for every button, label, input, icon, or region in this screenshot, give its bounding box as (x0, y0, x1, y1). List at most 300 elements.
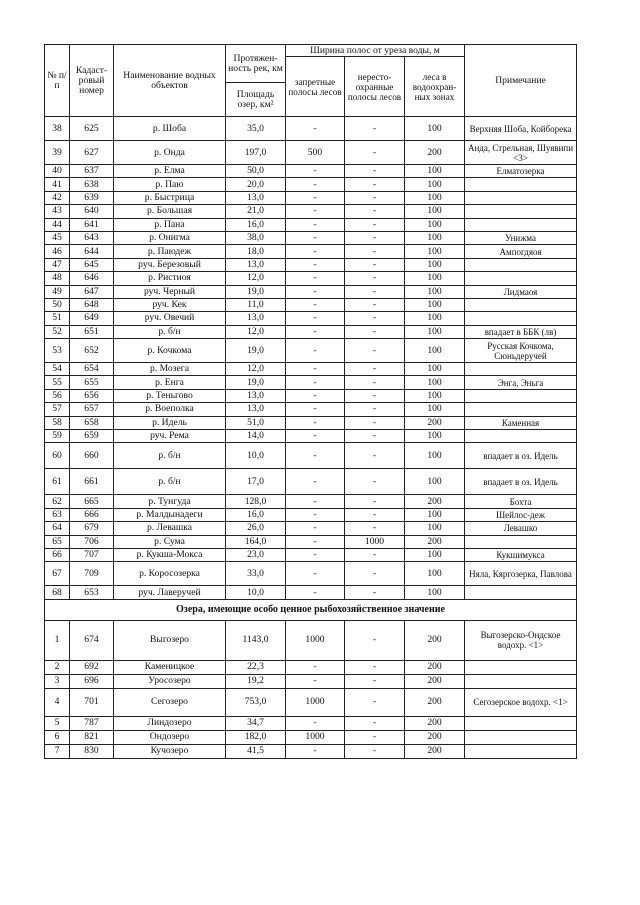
cell-cadastral: 657 (70, 403, 114, 416)
cell-forbidden: - (286, 205, 345, 218)
cell-length: 20,0 (226, 178, 286, 191)
cell-name: Каменицкое (114, 660, 226, 674)
river-row (45, 586, 577, 599)
cell-cadastral: 707 (70, 548, 114, 561)
cell-forbidden: - (286, 660, 345, 674)
cell-number: 44 (45, 218, 70, 231)
cell-water-zone: 100 (405, 117, 465, 141)
cell-water-zone: 200 (405, 620, 465, 660)
cell-length: 10,0 (226, 443, 286, 469)
cell-note (465, 389, 577, 402)
cell-forbidden: - (286, 245, 345, 258)
cell-note (465, 258, 577, 271)
cell-note: Левашко (465, 522, 577, 535)
cell-name: руч. Березовый (114, 258, 226, 271)
cell-number: 49 (45, 285, 70, 298)
cell-length: 164,0 (226, 535, 286, 548)
cell-water-zone: 100 (405, 245, 465, 258)
cell-cadastral: 692 (70, 660, 114, 674)
cell-spawning: - (345, 325, 405, 338)
cell-water-zone: 100 (405, 548, 465, 561)
table-body (45, 117, 577, 759)
cell-spawning: - (345, 620, 405, 660)
cell-number: 41 (45, 178, 70, 191)
cell-note: Кукшимукса (465, 548, 577, 561)
cell-cadastral: 658 (70, 416, 114, 429)
cell-water-zone: 100 (405, 165, 465, 178)
lake-row (45, 660, 577, 674)
col-water-zone-header: леса в водоохран-ных зонах (405, 57, 465, 117)
col-number-header: № п/п (45, 45, 70, 117)
cell-note: впадает в оз. Идель (465, 443, 577, 469)
cell-forbidden: - (286, 416, 345, 429)
cell-forbidden: - (286, 298, 345, 311)
cell-cadastral: 645 (70, 258, 114, 271)
cell-number: 57 (45, 403, 70, 416)
cell-length: 26,0 (226, 522, 286, 535)
cell-length: 38,0 (226, 231, 286, 244)
cell-water-zone: 200 (405, 660, 465, 674)
cell-spawning: - (345, 508, 405, 521)
cell-number: 63 (45, 508, 70, 521)
cell-note: Сегозерское водохр. <1> (465, 688, 577, 716)
cell-number: 50 (45, 298, 70, 311)
cell-water-zone: 100 (405, 258, 465, 271)
river-row (45, 298, 577, 311)
cell-number: 58 (45, 416, 70, 429)
cell-forbidden: - (286, 522, 345, 535)
cell-note: Анда, Стрельная, Шуявипи <3> (465, 141, 577, 165)
cell-name: Кучозеро (114, 744, 226, 758)
cell-name: р. б/н (114, 325, 226, 338)
cell-name: р. Кукша-Мокса (114, 548, 226, 561)
cell-forbidden: - (286, 535, 345, 548)
cell-note: Шейлос-деж (465, 508, 577, 521)
cell-name: р. Малдынадеги (114, 508, 226, 521)
cell-cadastral: 654 (70, 363, 114, 376)
cell-cadastral: 653 (70, 586, 114, 599)
cell-cadastral: 652 (70, 339, 114, 363)
register-table (44, 44, 577, 759)
river-row (45, 165, 577, 178)
cell-spawning: - (345, 363, 405, 376)
cell-forbidden: - (286, 716, 345, 730)
cell-name: р. Кочкома (114, 339, 226, 363)
col-length-header: Протяжен-ность рек, км (226, 45, 286, 83)
lake-row (45, 688, 577, 716)
cell-forbidden: - (286, 258, 345, 271)
cell-name: р. Ристиоя (114, 272, 226, 285)
cell-number: 51 (45, 312, 70, 325)
cell-number: 55 (45, 376, 70, 389)
cell-forbidden: - (286, 218, 345, 231)
col-cadastral-header: Кадаст-ровый номер (70, 45, 114, 117)
cell-water-zone: 100 (405, 205, 465, 218)
cell-cadastral: 679 (70, 522, 114, 535)
cell-cadastral: 701 (70, 688, 114, 716)
cell-water-zone: 100 (405, 312, 465, 325)
cell-spawning: - (345, 730, 405, 744)
cell-spawning: - (345, 443, 405, 469)
section-row (45, 599, 577, 620)
cell-number: 42 (45, 191, 70, 204)
cell-note (465, 535, 577, 548)
cell-name: р. Онигма (114, 231, 226, 244)
cell-cadastral: 637 (70, 165, 114, 178)
lake-row (45, 744, 577, 758)
cell-length: 11,0 (226, 298, 286, 311)
cell-water-zone: 100 (405, 178, 465, 191)
cell-number: 4 (45, 688, 70, 716)
cell-cadastral: 821 (70, 730, 114, 744)
cell-note (465, 272, 577, 285)
cell-cadastral: 649 (70, 312, 114, 325)
cell-water-zone: 200 (405, 141, 465, 165)
cell-name: Линдозеро (114, 716, 226, 730)
cell-number: 45 (45, 231, 70, 244)
cell-forbidden: - (286, 403, 345, 416)
cell-water-zone: 200 (405, 495, 465, 508)
cell-spawning: - (345, 416, 405, 429)
cell-length: 182,0 (226, 730, 286, 744)
cell-name: руч. Овечий (114, 312, 226, 325)
cell-forbidden: - (286, 495, 345, 508)
col-forbidden-header: запретные полосы лесов (286, 57, 345, 117)
cell-cadastral: 638 (70, 178, 114, 191)
river-row (45, 389, 577, 402)
river-row (45, 562, 577, 586)
cell-cadastral: 643 (70, 231, 114, 244)
cell-note (465, 191, 577, 204)
cell-spawning: - (345, 660, 405, 674)
cell-forbidden: - (286, 285, 345, 298)
cell-forbidden: - (286, 376, 345, 389)
river-row (45, 191, 577, 204)
cell-name: р. б/н (114, 443, 226, 469)
cell-note (465, 744, 577, 758)
cell-spawning: - (345, 245, 405, 258)
cell-number: 7 (45, 744, 70, 758)
cell-number: 46 (45, 245, 70, 258)
cell-water-zone: 200 (405, 744, 465, 758)
cell-cadastral: 674 (70, 620, 114, 660)
cell-number: 1 (45, 620, 70, 660)
cell-name: руч. Рема (114, 430, 226, 443)
cell-forbidden: - (286, 191, 345, 204)
cell-water-zone: 100 (405, 562, 465, 586)
cell-note: Бохта (465, 495, 577, 508)
cell-water-zone: 200 (405, 688, 465, 716)
cell-note (465, 660, 577, 674)
cell-forbidden: - (286, 363, 345, 376)
cell-forbidden: - (286, 165, 345, 178)
cell-forbidden: - (286, 117, 345, 141)
cell-forbidden: - (286, 508, 345, 521)
cell-spawning: - (345, 191, 405, 204)
cell-note (465, 403, 577, 416)
cell-number: 68 (45, 586, 70, 599)
cell-spawning: - (345, 231, 405, 244)
cell-name: р. Сума (114, 535, 226, 548)
cell-spawning: - (345, 272, 405, 285)
river-row (45, 312, 577, 325)
cell-length: 13,0 (226, 389, 286, 402)
cell-spawning: - (345, 258, 405, 271)
cell-cadastral: 709 (70, 562, 114, 586)
col-width-group-header: Ширина полос от уреза воды, м (286, 45, 465, 57)
cell-spawning: - (345, 688, 405, 716)
table-header (45, 45, 577, 117)
cell-name: р. Большая (114, 205, 226, 218)
river-row (45, 117, 577, 141)
cell-name: р. Идель (114, 416, 226, 429)
cell-cadastral: 666 (70, 508, 114, 521)
cell-cadastral: 706 (70, 535, 114, 548)
cell-number: 64 (45, 522, 70, 535)
col-note-header: Примечание (465, 45, 577, 117)
cell-number: 52 (45, 325, 70, 338)
cell-forbidden: - (286, 548, 345, 561)
cell-length: 21,0 (226, 205, 286, 218)
cell-forbidden: 500 (286, 141, 345, 165)
cell-number: 60 (45, 443, 70, 469)
cell-note (465, 730, 577, 744)
cell-water-zone: 100 (405, 325, 465, 338)
river-row (45, 548, 577, 561)
cell-cadastral: 627 (70, 141, 114, 165)
river-row (45, 178, 577, 191)
cell-length: 33,0 (226, 562, 286, 586)
cell-water-zone: 100 (405, 469, 465, 495)
cell-note: Унижма (465, 231, 577, 244)
cell-spawning: - (345, 469, 405, 495)
river-row (45, 469, 577, 495)
cell-note (465, 363, 577, 376)
cell-note (465, 674, 577, 688)
cell-spawning: - (345, 376, 405, 389)
cell-water-zone: 100 (405, 218, 465, 231)
cell-length: 13,0 (226, 403, 286, 416)
cell-forbidden: - (286, 744, 345, 758)
cell-water-zone: 200 (405, 674, 465, 688)
river-row (45, 245, 577, 258)
cell-note: Каменная (465, 416, 577, 429)
cell-spawning: - (345, 522, 405, 535)
cell-name: р. Мозега (114, 363, 226, 376)
cell-note: впадает в ББК (лв) (465, 325, 577, 338)
cell-spawning: - (345, 562, 405, 586)
cell-length: 19,0 (226, 376, 286, 389)
cell-forbidden: 1000 (286, 688, 345, 716)
cell-spawning: - (345, 205, 405, 218)
col-area-header: Площадь озер, км² (226, 83, 286, 117)
cell-spawning: - (345, 285, 405, 298)
cell-cadastral: 651 (70, 325, 114, 338)
cell-number: 47 (45, 258, 70, 271)
cell-cadastral: 639 (70, 191, 114, 204)
river-row (45, 205, 577, 218)
cell-spawning: - (345, 178, 405, 191)
cell-note (465, 716, 577, 730)
cell-cadastral: 647 (70, 285, 114, 298)
river-row (45, 363, 577, 376)
cell-name: р. Онда (114, 141, 226, 165)
cell-name: р. Воеполка (114, 403, 226, 416)
cell-length: 12,0 (226, 363, 286, 376)
cell-length: 753,0 (226, 688, 286, 716)
cell-length: 16,0 (226, 508, 286, 521)
cell-cadastral: 661 (70, 469, 114, 495)
river-row (45, 430, 577, 443)
cell-note: Энга, Эньга (465, 376, 577, 389)
cell-length: 13,0 (226, 258, 286, 271)
cell-length: 50,0 (226, 165, 286, 178)
cell-water-zone: 100 (405, 443, 465, 469)
cell-cadastral: 655 (70, 376, 114, 389)
cell-spawning: 1000 (345, 535, 405, 548)
river-row (45, 218, 577, 231)
cell-number: 48 (45, 272, 70, 285)
cell-water-zone: 100 (405, 231, 465, 244)
river-row (45, 272, 577, 285)
cell-cadastral: 625 (70, 117, 114, 141)
river-row (45, 535, 577, 548)
cell-note (465, 312, 577, 325)
cell-cadastral: 646 (70, 272, 114, 285)
cell-forbidden: - (286, 674, 345, 688)
river-row (45, 495, 577, 508)
cell-number: 3 (45, 674, 70, 688)
cell-number: 56 (45, 389, 70, 402)
cell-spawning: - (345, 495, 405, 508)
cell-spawning: - (345, 117, 405, 141)
cell-length: 12,0 (226, 325, 286, 338)
cell-forbidden: - (286, 231, 345, 244)
cell-name: Ондозеро (114, 730, 226, 744)
col-name-header: Наименование водных объектов (114, 45, 226, 117)
cell-spawning: - (345, 548, 405, 561)
cell-name: р. Тунгуда (114, 495, 226, 508)
cell-length: 17,0 (226, 469, 286, 495)
cell-forbidden: - (286, 443, 345, 469)
cell-name: р. Левашка (114, 522, 226, 535)
cell-name: р. б/н (114, 469, 226, 495)
river-row (45, 141, 577, 165)
cell-length: 22,3 (226, 660, 286, 674)
river-row (45, 416, 577, 429)
cell-length: 1143,0 (226, 620, 286, 660)
cell-note: Русская Кочкома, Сюньдеручей (465, 339, 577, 363)
river-row (45, 403, 577, 416)
cell-note (465, 298, 577, 311)
cell-length: 18,0 (226, 245, 286, 258)
cell-water-zone: 100 (405, 272, 465, 285)
cell-note: впадает в оз. Идель (465, 469, 577, 495)
cell-length: 13,0 (226, 191, 286, 204)
river-row (45, 522, 577, 535)
cell-water-zone: 200 (405, 535, 465, 548)
river-row (45, 376, 577, 389)
cell-cadastral: 830 (70, 744, 114, 758)
cell-name: р. Паюдеж (114, 245, 226, 258)
cell-water-zone: 200 (405, 716, 465, 730)
cell-cadastral: 696 (70, 674, 114, 688)
cell-cadastral: 659 (70, 430, 114, 443)
cell-length: 19,0 (226, 339, 286, 363)
cell-number: 54 (45, 363, 70, 376)
cell-name: р. Пана (114, 218, 226, 231)
cell-name: руч. Лаверучей (114, 586, 226, 599)
river-row (45, 285, 577, 298)
lake-row (45, 620, 577, 660)
cell-spawning: - (345, 312, 405, 325)
cell-note (465, 205, 577, 218)
cell-name: р. Коросозерка (114, 562, 226, 586)
cell-water-zone: 100 (405, 430, 465, 443)
cell-spawning: - (345, 141, 405, 165)
cell-water-zone: 200 (405, 730, 465, 744)
cell-number: 66 (45, 548, 70, 561)
cell-cadastral: 656 (70, 389, 114, 402)
cell-spawning: - (345, 716, 405, 730)
cell-number: 65 (45, 535, 70, 548)
cell-water-zone: 100 (405, 586, 465, 599)
cell-note (465, 218, 577, 231)
cell-forbidden: - (286, 325, 345, 338)
cell-length: 10,0 (226, 586, 286, 599)
cell-spawning: - (345, 298, 405, 311)
cell-number: 67 (45, 562, 70, 586)
cell-name: Выгозеро (114, 620, 226, 660)
cell-note: Няла, Кяргозерка, Павлова (465, 562, 577, 586)
cell-note (465, 430, 577, 443)
cell-spawning: - (345, 674, 405, 688)
cell-spawning: - (345, 430, 405, 443)
cell-length: 13,0 (226, 312, 286, 325)
cell-water-zone: 100 (405, 389, 465, 402)
cell-number: 40 (45, 165, 70, 178)
cell-cadastral: 787 (70, 716, 114, 730)
cell-spawning: - (345, 403, 405, 416)
cell-forbidden: - (286, 272, 345, 285)
cell-name: р. Елма (114, 165, 226, 178)
cell-cadastral: 641 (70, 218, 114, 231)
col-spawning-header: нересто-охранные полосы лесов (345, 57, 405, 117)
cell-forbidden: - (286, 339, 345, 363)
cell-name: Уросозеро (114, 674, 226, 688)
lake-row (45, 730, 577, 744)
cell-water-zone: 100 (405, 522, 465, 535)
cell-name: р. Паю (114, 178, 226, 191)
river-row (45, 231, 577, 244)
cell-number: 2 (45, 660, 70, 674)
cell-water-zone: 100 (405, 508, 465, 521)
river-row (45, 339, 577, 363)
river-row (45, 443, 577, 469)
cell-forbidden: - (286, 586, 345, 599)
cell-spawning: - (345, 744, 405, 758)
cell-number: 62 (45, 495, 70, 508)
cell-length: 128,0 (226, 495, 286, 508)
cell-water-zone: 200 (405, 416, 465, 429)
cell-cadastral: 660 (70, 443, 114, 469)
cell-cadastral: 648 (70, 298, 114, 311)
cell-name: р. Быстрица (114, 191, 226, 204)
cell-number: 43 (45, 205, 70, 218)
cell-spawning: - (345, 586, 405, 599)
cell-length: 19,2 (226, 674, 286, 688)
cell-number: 53 (45, 339, 70, 363)
